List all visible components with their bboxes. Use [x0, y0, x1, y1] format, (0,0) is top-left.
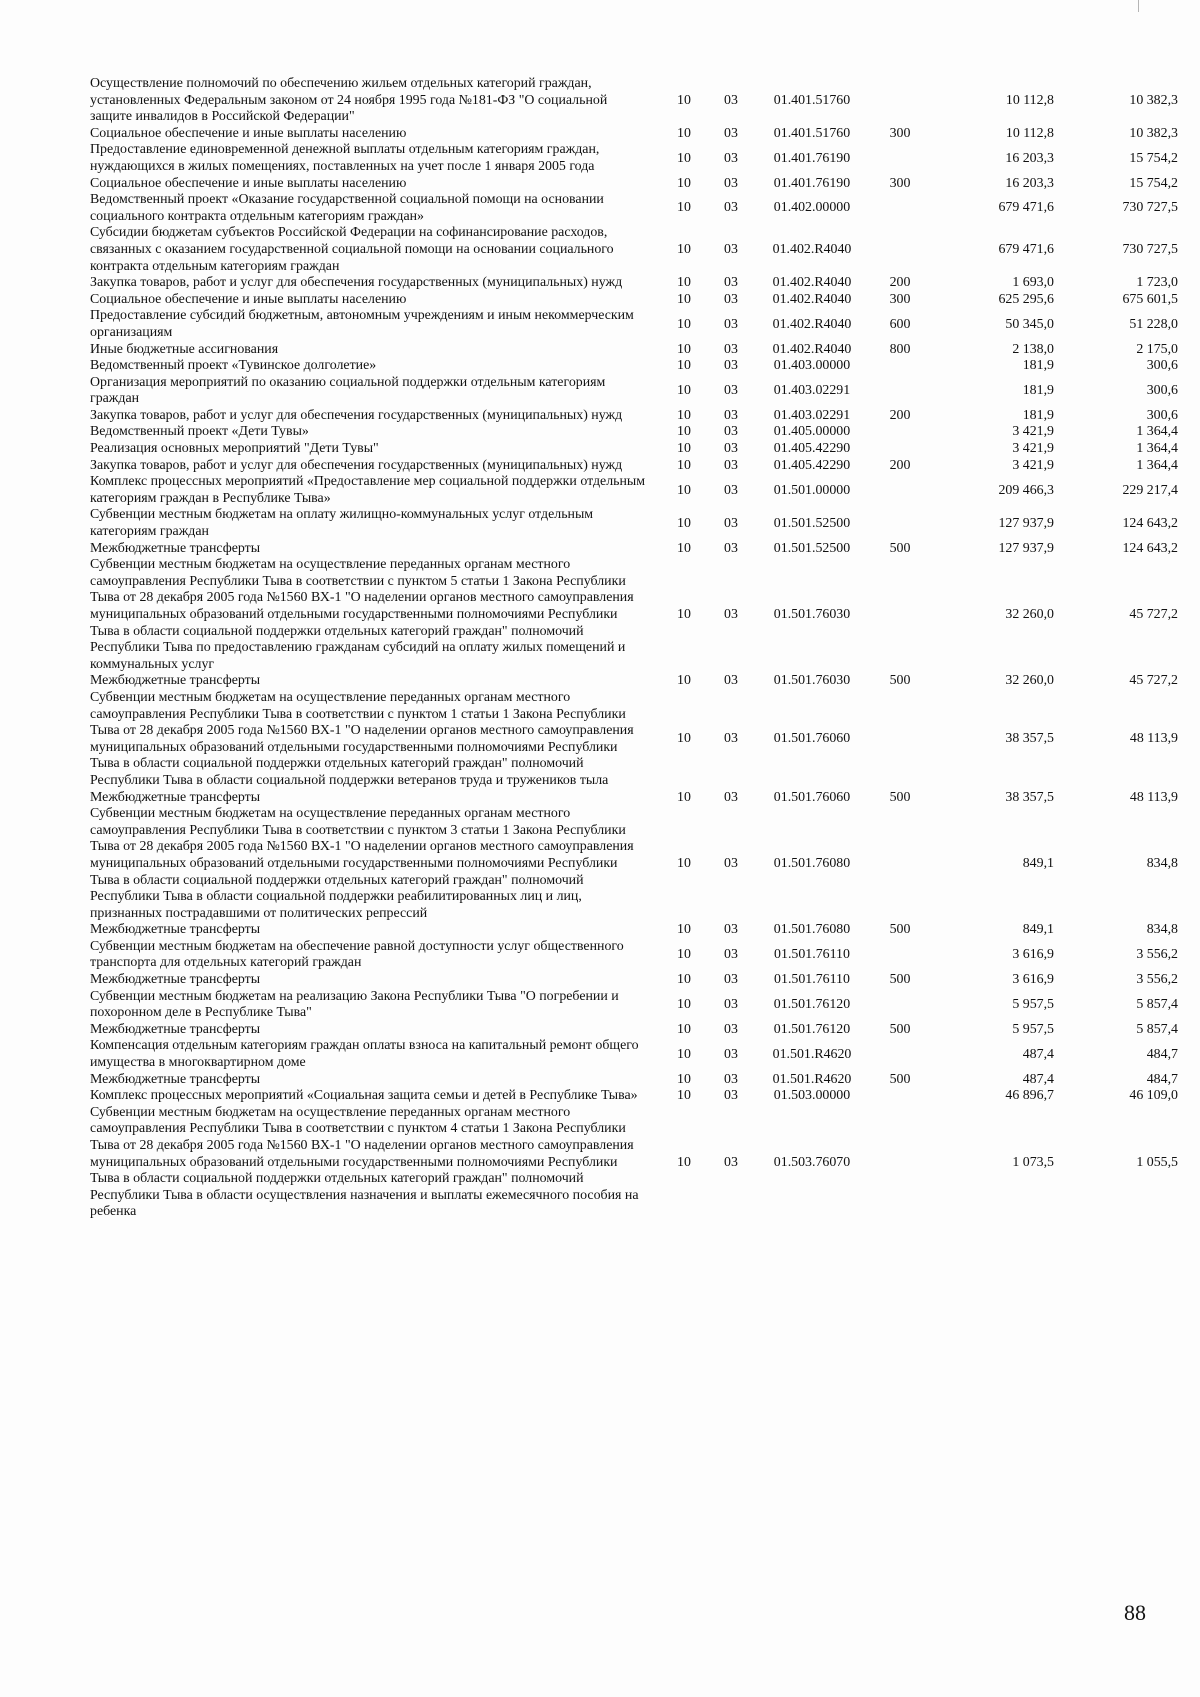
table-row: [90, 1072, 1184, 1089]
row-amount-year2: 229 217,4: [1122, 482, 1178, 498]
row-expense-type: [872, 474, 928, 507]
row-section-code: 10: [677, 92, 691, 108]
row-section-code: 10: [677, 1088, 691, 1104]
row-subsection-code: 03: [724, 673, 738, 689]
row-target-article: 01.402.R4040: [772, 316, 852, 332]
row-name: Субвенции местным бюджетам на обеспечение равной доступности услуг общественного транспорта для отдельных категорий граждан: [90, 938, 624, 971]
row-section-code: 10: [677, 241, 691, 257]
table-row: [90, 1105, 1184, 1221]
row-target-article: 01.402.R4040: [772, 275, 852, 291]
table-row: [90, 76, 1184, 126]
table-row: [90, 292, 1184, 309]
row-target-article: 01.501.76030: [773, 607, 851, 622]
row-amount-year1: 10 112,8: [1005, 92, 1054, 108]
row-target-article: 01.501.76080: [773, 922, 851, 938]
row-name: Осуществление полномочий по обеспечению жильем отдельных категорий граждан, установленных Федеральным законом от 24 ноября 1995 года №181-ФЗ "О социальной защите инвалидов в Российской Федерации": [90, 76, 608, 125]
row-amount-year2: 10 382,3: [1129, 125, 1178, 141]
row-expense-type: [872, 424, 928, 441]
row-subsection-code: 03: [724, 92, 738, 108]
row-amount-year1: 209 466,3: [998, 482, 1054, 498]
row-subsection-code: 03: [724, 731, 738, 747]
row-subsection-code: 03: [724, 1021, 738, 1037]
scan-edge-mark: [1138, 0, 1139, 12]
row-subsection-code: 03: [724, 1071, 738, 1087]
row-subsection-code: 03: [724, 922, 738, 938]
row-target-article: 01.501.76080: [773, 855, 851, 871]
row-expense-type: 300: [889, 125, 911, 141]
row-name: Субвенции местным бюджетам на осуществление переданных органам местного самоуправления Республики Тыва в соответствии с пунктом 1 статьи 1 Закона Республики Тыва от 28 декабря 2005 года №1560 ВХ-1 "О наделении органов местного самоуправления муниципальных образований отдельными государственными полномочиями Республики Тыва в области социальной поддержки отдельных категорий граждан" полномочий Республики Тыва в области социальной поддержки ветеранов труда и тружеников тыла: [90, 689, 634, 788]
table-row: [90, 308, 1184, 341]
row-amount-year1: 5 957,5: [1012, 1021, 1054, 1037]
row-expense-type: [872, 192, 928, 225]
row-amount-year2: 15 754,2: [1129, 175, 1178, 191]
row-target-article: 01.503.76070: [773, 1154, 851, 1170]
row-name: Межбюджетные трансферты: [90, 972, 261, 988]
row-expense-type: 500: [889, 540, 911, 556]
row-amount-year2: 1 055,5: [1136, 1154, 1178, 1170]
row-amount-year2: 3 556,2: [1136, 947, 1178, 963]
row-expense-type: [872, 557, 928, 673]
row-subsection-code: 03: [724, 607, 738, 622]
row-section-code: 10: [677, 1046, 691, 1062]
row-expense-type: [872, 1038, 928, 1071]
row-amount-year2: 5 857,4: [1136, 1021, 1178, 1037]
row-name: Социальное обеспечение и иные выплаты населению: [90, 125, 407, 141]
row-name: Субвенции местным бюджетам на оплату жилищно-коммунальных услуг отдельным категориям граждан: [90, 507, 594, 540]
row-amount-year2: 10 382,3: [1129, 92, 1178, 108]
row-amount-year1: 10 112,8: [1005, 125, 1054, 141]
row-amount-year2: 124 643,2: [1122, 515, 1178, 531]
row-expense-type: 200: [889, 407, 911, 423]
row-amount-year2: 675 601,5: [1122, 291, 1178, 307]
row-section-code: 10: [677, 515, 691, 531]
row-expense-type: 500: [889, 789, 911, 805]
row-target-article: 01.402.00000: [773, 200, 851, 216]
row-amount-year1: 1 073,5: [1012, 1154, 1054, 1170]
row-amount-year1: 487,4: [1022, 1046, 1054, 1062]
row-target-article: 01.401.76190: [773, 150, 851, 166]
row-amount-year2: 1 364,4: [1136, 424, 1178, 440]
table-row: [90, 375, 1184, 408]
row-amount-year2: 1 364,4: [1136, 441, 1178, 457]
row-expense-type: [872, 375, 928, 408]
row-subsection-code: 03: [724, 275, 738, 291]
table-row: [90, 408, 1184, 425]
row-subsection-code: 03: [724, 424, 738, 440]
row-target-article: 01.405.42290: [773, 457, 851, 473]
row-amount-year2: 45 727,2: [1129, 673, 1178, 689]
row-amount-year1: 3 616,9: [1012, 947, 1054, 963]
row-section-code: 10: [677, 731, 691, 747]
row-section-code: 10: [677, 441, 691, 457]
row-amount-year1: 679 471,6: [998, 200, 1054, 216]
row-section-code: 10: [677, 1154, 691, 1170]
row-target-article: 01.405.42290: [773, 441, 851, 457]
row-amount-year1: 50 345,0: [1005, 316, 1054, 332]
row-amount-year2: 15 754,2: [1129, 150, 1178, 166]
row-section-code: 10: [677, 457, 691, 473]
row-section-code: 10: [677, 482, 691, 498]
row-section-code: 10: [677, 407, 691, 423]
row-subsection-code: 03: [724, 540, 738, 556]
row-name: Межбюджетные трансферты: [90, 673, 261, 689]
row-expense-type: 300: [889, 175, 911, 191]
row-amount-year2: 484,7: [1146, 1071, 1178, 1087]
row-expense-type: [872, 142, 928, 175]
row-amount-year1: 181,9: [1022, 407, 1054, 423]
row-amount-year1: 1 693,0: [1012, 275, 1054, 291]
row-section-code: 10: [677, 996, 691, 1012]
row-amount-year2: 300,6: [1146, 382, 1178, 398]
row-name: Социальное обеспечение и иные выплаты населению: [90, 175, 407, 191]
row-section-code: 10: [677, 382, 691, 398]
row-subsection-code: 03: [724, 1088, 738, 1104]
row-name: Реализация основных мероприятий "Дети Тувы": [90, 441, 379, 457]
row-name: Субвенции местным бюджетам на осуществление переданных органам местного самоуправления Республики Тыва в соответствии с пунктом 5 статьи 1 Закона Республики Тыва от 28 декабря 2005 года №1560 ВХ-1 "О наделении органов местного самоуправления муниципальных образований отдельными государственными полномочиями Республики Тыва в области социальной поддержки отдельных категорий граждан" полномочий Республики Тыва по предоставлению гражданам субсидий на оплату жилых помещений и коммунальных услуг: [90, 557, 634, 672]
row-subsection-code: 03: [724, 515, 738, 531]
row-amount-year1: 38 357,5: [1005, 789, 1054, 805]
row-name: Межбюджетные трансферты: [90, 1071, 261, 1087]
row-name: Ведомственный проект «Тувинское долголетие»: [90, 358, 377, 374]
row-expense-type: [872, 1088, 928, 1105]
row-amount-year2: 5 857,4: [1136, 996, 1178, 1012]
row-section-code: 10: [677, 424, 691, 440]
row-section-code: 10: [677, 922, 691, 938]
row-amount-year1: 181,9: [1022, 358, 1054, 374]
row-expense-type: [872, 690, 928, 790]
row-target-article: 01.503.00000: [773, 1088, 851, 1104]
row-subsection-code: 03: [724, 358, 738, 374]
row-subsection-code: 03: [724, 482, 738, 498]
row-amount-year1: 127 937,9: [998, 540, 1054, 556]
row-subsection-code: 03: [724, 996, 738, 1012]
row-subsection-code: 03: [724, 789, 738, 805]
row-section-code: 10: [677, 125, 691, 141]
row-amount-year2: 46 109,0: [1129, 1088, 1178, 1104]
row-expense-type: 500: [889, 922, 911, 938]
row-amount-year1: 3 421,9: [1012, 441, 1054, 457]
page-number: 88: [1124, 1600, 1146, 1625]
table-row: [90, 939, 1184, 972]
row-subsection-code: 03: [724, 441, 738, 457]
row-section-code: 10: [677, 200, 691, 216]
row-section-code: 10: [677, 972, 691, 988]
row-expense-type: [872, 989, 928, 1022]
row-amount-year2: 730 727,5: [1122, 241, 1178, 257]
row-name: Межбюджетные трансферты: [90, 789, 261, 805]
row-subsection-code: 03: [724, 341, 738, 357]
row-section-code: 10: [677, 341, 691, 357]
row-target-article: 01.501.76060: [773, 731, 851, 747]
table-row: [90, 1088, 1184, 1105]
row-target-article: 01.501.76110: [774, 972, 850, 988]
row-amount-year2: 124 643,2: [1122, 540, 1178, 556]
row-name: Социальное обеспечение и иные выплаты населению: [90, 291, 407, 307]
row-amount-year1: 625 295,6: [998, 291, 1054, 307]
table-row: [90, 142, 1184, 175]
table-row: [90, 673, 1184, 690]
row-name: Закупка товаров, работ и услуг для обеспечения государственных (муниципальных) нужд: [90, 407, 623, 423]
row-subsection-code: 03: [724, 200, 738, 216]
row-section-code: 10: [677, 175, 691, 191]
row-subsection-code: 03: [724, 175, 738, 191]
table-row: [90, 541, 1184, 558]
table-row: [90, 126, 1184, 143]
row-section-code: 10: [677, 150, 691, 166]
table-row: [90, 176, 1184, 193]
row-name: Субсидии бюджетам субъектов Российской Федерации на софинансирование расходов, связанных с оказанием государственной социальной помощи на основании социального контракта отдельным категориям граждан: [90, 225, 614, 274]
row-subsection-code: 03: [724, 457, 738, 473]
row-section-code: 10: [677, 1071, 691, 1087]
row-subsection-code: 03: [724, 125, 738, 141]
row-expense-type: [872, 507, 928, 540]
row-name: Субвенции местным бюджетам на осуществление переданных органам местного самоуправления Республики Тыва в соответствии с пунктом 3 статьи 1 Закона Республики Тыва от 28 декабря 2005 года №1560 ВХ-1 "О наделении органов местного самоуправления муниципальных образований отдельными государственными полномочиями Республики Тыва в области социальной поддержки отдельных категорий граждан" полномочий Республики Тыва в области социальной поддержки реабилитированных лиц и лиц, признанных пострадавшими от политических репрессий: [90, 806, 634, 921]
row-expense-type: [872, 1105, 928, 1221]
row-subsection-code: 03: [724, 855, 738, 871]
table-row: [90, 972, 1184, 989]
row-target-article: 01.402.R4040: [772, 341, 852, 357]
row-amount-year2: 48 113,9: [1129, 731, 1178, 747]
row-target-article: 01.501.76060: [773, 789, 851, 805]
row-section-code: 10: [677, 316, 691, 332]
row-amount-year1: 46 896,7: [1005, 1088, 1054, 1104]
row-subsection-code: 03: [724, 947, 738, 963]
row-amount-year2: 730 727,5: [1122, 200, 1178, 216]
row-amount-year1: 849,1: [1022, 922, 1054, 938]
row-name: Субвенции местным бюджетам на осуществление переданных органам местного самоуправления Республики Тыва в соответствии с пунктом 4 статьи 1 Закона Республики Тыва от 28 декабря 2005 года №1560 ВХ-1 "О наделении органов местного самоуправления муниципальных образований отдельными государственными полномочиями Республики Тыва в области социальной поддержки отдельных категорий граждан" полномочий Республики Тыва в области осуществления назначения и выплаты ежемесячного пособия на ребенка: [90, 1104, 639, 1220]
row-target-article: 01.501.00000: [773, 482, 851, 498]
row-expense-type: [872, 806, 928, 922]
row-amount-year2: 2 175,0: [1136, 341, 1178, 357]
table-row: [90, 458, 1184, 475]
table-row: [90, 275, 1184, 292]
table-row: [90, 441, 1184, 458]
row-amount-year2: 834,8: [1146, 855, 1178, 871]
table-row: [90, 557, 1184, 673]
row-section-code: 10: [677, 540, 691, 556]
row-amount-year1: 2 138,0: [1012, 341, 1054, 357]
table-row: [90, 790, 1184, 807]
row-name: Закупка товаров, работ и услуг для обеспечения государственных (муниципальных) нужд: [90, 457, 623, 473]
row-expense-type: [872, 225, 928, 275]
row-amount-year1: 127 937,9: [998, 515, 1054, 531]
row-subsection-code: 03: [724, 1154, 738, 1170]
row-name: Межбюджетные трансферты: [90, 540, 261, 556]
row-amount-year2: 834,8: [1146, 922, 1178, 938]
row-amount-year1: 3 616,9: [1012, 972, 1054, 988]
row-section-code: 10: [677, 275, 691, 291]
row-amount-year1: 16 203,3: [1005, 150, 1054, 166]
row-name: Комплекс процессных мероприятий «Предоставление мер социальной поддержки отдельным категориям граждан в Республике Тыва»: [90, 474, 646, 506]
row-name: Закупка товаров, работ и услуг для обеспечения государственных (муниципальных) нужд: [90, 275, 623, 291]
row-name: Субвенции местным бюджетам на реализацию Закона Республики Тыва "О погребении и похоронном деле в Республике Тыва": [90, 988, 619, 1021]
row-amount-year1: 3 421,9: [1012, 457, 1054, 473]
row-expense-type: 500: [889, 673, 911, 689]
row-section-code: 10: [677, 947, 691, 963]
row-expense-type: 500: [889, 972, 911, 988]
row-amount-year2: 48 113,9: [1129, 789, 1178, 805]
row-subsection-code: 03: [724, 150, 738, 166]
row-target-article: 01.401.51760: [773, 125, 851, 141]
row-section-code: 10: [677, 358, 691, 374]
row-expense-type: 500: [889, 1021, 911, 1037]
table-row: [90, 1038, 1184, 1071]
row-name: Иные бюджетные ассигнования: [90, 341, 279, 357]
row-name: Предоставление субсидий бюджетным, автономным учреждениям и иным некоммерческим организациям: [90, 308, 634, 340]
table-row: [90, 507, 1184, 540]
row-expense-type: 200: [889, 275, 911, 291]
row-section-code: 10: [677, 607, 691, 622]
row-amount-year2: 3 556,2: [1136, 972, 1178, 988]
table-row: [90, 690, 1184, 790]
table-row: [90, 192, 1184, 225]
row-expense-type: [872, 358, 928, 375]
row-amount-year1: 487,4: [1022, 1071, 1054, 1087]
row-name: Ведомственный проект «Дети Тувы»: [90, 424, 309, 440]
row-amount-year1: 38 357,5: [1005, 731, 1054, 747]
row-expense-type: [872, 441, 928, 458]
row-target-article: 01.401.51760: [773, 92, 851, 108]
table-row: [90, 922, 1184, 939]
table-row: [90, 1022, 1184, 1039]
row-target-article: 01.403.02291: [773, 382, 851, 398]
row-target-article: 01.401.76190: [773, 175, 851, 191]
row-name: Организация мероприятий по оказанию социальной поддержки отдельным категориям граждан: [90, 374, 606, 407]
row-amount-year2: 300,6: [1146, 407, 1178, 423]
table-row: [90, 474, 1184, 507]
row-expense-type: [872, 939, 928, 972]
row-amount-year2: 300,6: [1146, 358, 1178, 374]
row-subsection-code: 03: [724, 382, 738, 398]
row-name: Ведомственный проект «Оказание государственной социальной помощи на основании социального контракта отдельным категориям граждан»: [90, 192, 604, 224]
table-row: [90, 342, 1184, 359]
row-name: Компенсация отдельным категориям граждан оплаты взноса на капитальный ремонт общего имущества в многоквартирном доме: [90, 1038, 639, 1071]
table-row: [90, 989, 1184, 1022]
row-amount-year2: 51 228,0: [1129, 316, 1178, 332]
row-name: Межбюджетные трансферты: [90, 922, 261, 938]
row-expense-type: [872, 76, 928, 126]
row-subsection-code: 03: [724, 241, 738, 257]
row-amount-year1: 32 260,0: [1005, 607, 1054, 622]
row-target-article: 01.501.52500: [773, 515, 851, 531]
table-row: [90, 424, 1184, 441]
row-subsection-code: 03: [724, 1046, 738, 1062]
row-subsection-code: 03: [724, 972, 738, 988]
row-target-article: 01.402.R4040: [772, 241, 852, 257]
row-amount-year1: 32 260,0: [1005, 673, 1054, 689]
row-section-code: 10: [677, 789, 691, 805]
row-section-code: 10: [677, 673, 691, 689]
row-name: Комплекс процессных мероприятий «Социальная защита семьи и детей в Республике Тыва»: [90, 1088, 638, 1104]
row-target-article: 01.501.R4620: [772, 1071, 852, 1087]
row-expense-type: 600: [889, 316, 911, 332]
row-amount-year1: 3 421,9: [1012, 424, 1054, 440]
row-target-article: 01.402.R4040: [772, 291, 852, 307]
row-amount-year2: 484,7: [1146, 1046, 1178, 1062]
row-expense-type: 500: [889, 1071, 911, 1087]
row-section-code: 10: [677, 855, 691, 871]
row-amount-year1: 849,1: [1022, 855, 1054, 871]
row-target-article: 01.501.76030: [773, 673, 851, 689]
row-target-article: 01.501.52500: [773, 540, 851, 556]
row-amount-year2: 1 364,4: [1136, 457, 1178, 473]
row-target-article: 01.501.76110: [774, 947, 850, 963]
row-target-article: 01.501.76120: [773, 1021, 851, 1037]
row-expense-type: 200: [889, 457, 911, 473]
row-name: Предоставление единовременной денежной выплаты отдельным категориям граждан, нуждающихся в жилых помещениях, поставленных на учет после 1 января 2005 года: [90, 142, 600, 174]
row-amount-year1: 181,9: [1022, 382, 1054, 398]
row-section-code: 10: [677, 1021, 691, 1037]
row-section-code: 10: [677, 291, 691, 307]
row-target-article: 01.403.02291: [773, 407, 851, 423]
row-amount-year1: 679 471,6: [998, 241, 1054, 257]
table-row: [90, 225, 1184, 275]
row-name: Межбюджетные трансферты: [90, 1021, 261, 1037]
row-expense-type: 800: [889, 341, 911, 357]
row-expense-type: 300: [889, 291, 911, 307]
table-row: [90, 358, 1184, 375]
row-target-article: 01.405.00000: [773, 424, 851, 440]
table-body: [90, 76, 1184, 1221]
row-amount-year2: 1 723,0: [1136, 275, 1178, 291]
row-subsection-code: 03: [724, 407, 738, 423]
row-amount-year1: 5 957,5: [1012, 996, 1054, 1012]
row-target-article: 01.501.R4620: [772, 1046, 852, 1062]
row-target-article: 01.501.76120: [773, 996, 851, 1012]
row-subsection-code: 03: [724, 316, 738, 332]
row-amount-year2: 45 727,2: [1129, 607, 1178, 622]
table-row: [90, 806, 1184, 922]
budget-table: [90, 76, 1184, 1221]
row-subsection-code: 03: [724, 291, 738, 307]
row-target-article: 01.403.00000: [773, 358, 851, 374]
row-amount-year1: 16 203,3: [1005, 175, 1054, 191]
